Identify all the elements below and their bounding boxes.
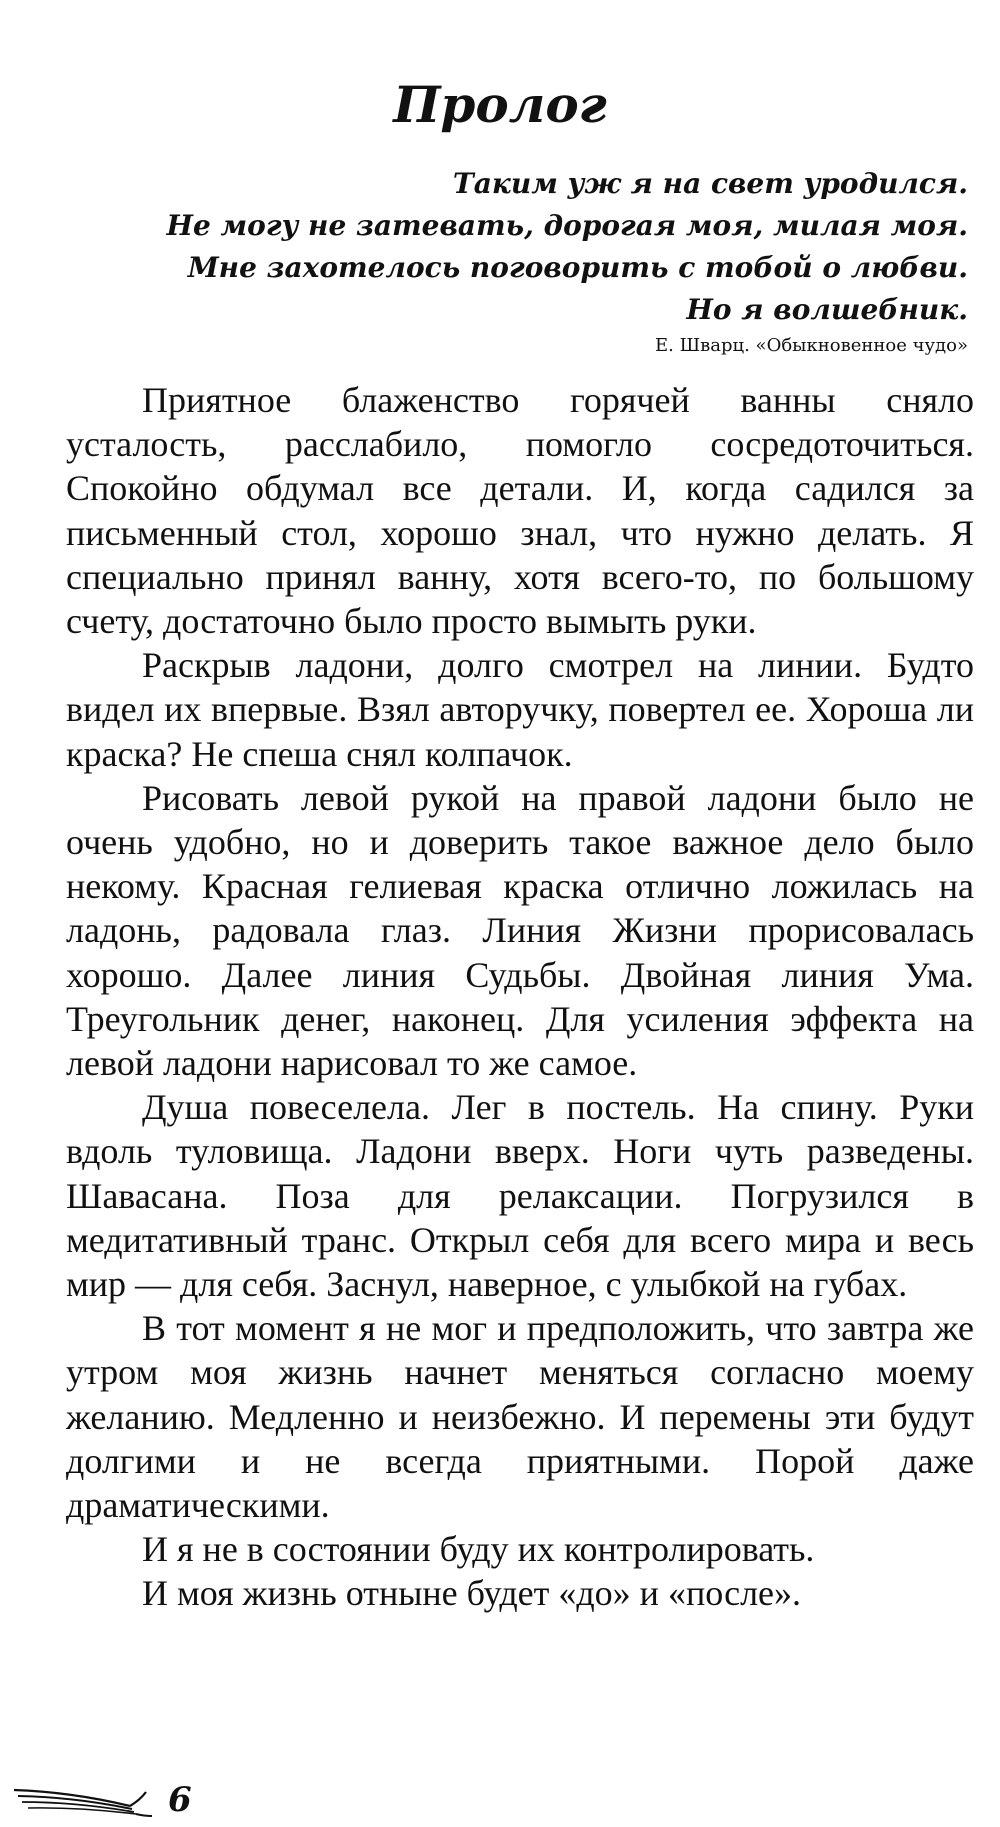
page-number: 6: [168, 1780, 192, 1820]
paragraph: В тот момент я не мог и предположить, что завтра же утром моя жизнь начнет меняться согласно моему желанию. Медленно и неизбежно. И перемены эти будут долгими и не всегда приятными. Порой даже драматическими.: [66, 1308, 974, 1526]
epigraph-line: Таким уж я на свет уродился.: [452, 167, 968, 200]
body-text: [66, 378, 974, 1616]
paragraph: Приятное блаженство горячей ванны сняло усталость, расслабило, помогло сосредоточиться. Спокойно обдумал все детали. И, когда садился за письменный стол, хорошо знал, что нужно делать. Я специально принял ванну, хотя всего-то, по большому счету, достаточно было просто вымыть руки.: [66, 380, 974, 642]
paragraph: Рисовать левой рукой на правой ладони было не очень удобно, но и доверить такое важное дело было некому. Красная гелиевая краска отлично ложилась на ладонь, радовала глаз. Линия Жизни прорисовалась хорошо. Далее линия Судьбы. Двойная линия Ума. Треугольник денег, наконец. Для усиления эффекта на левой ладони нарисовал то же самое.: [66, 777, 974, 1084]
paragraph: Раскрыв ладони, долго смотрел на линии. Будто видел их впервые. Взял авторучку, повертел ее. Хороша ли краска? Не спеша снял колпачок.: [66, 645, 974, 774]
page-footer: [0, 1780, 240, 1820]
epigraph-attribution: Е. Шварц. «Обыкновенное чудо»: [655, 335, 968, 356]
epigraph: [68, 163, 968, 331]
chapter-title: Пролог: [393, 75, 607, 134]
epigraph-line: Но я волшебник.: [686, 293, 968, 326]
epigraph-line: Мне захотелось поговорить с тобой о любви.: [187, 251, 968, 284]
feather-ornament-icon: [12, 1782, 162, 1818]
epigraph-line: Не могу не затевать, дорогая моя, милая моя.: [166, 209, 968, 242]
paragraph: Душа повеселела. Лег в постель. На спину. Руки вдоль туловища. Ладони вверх. Ноги чуть разведены. Шавасана. Поза для релаксации. Погрузился в медитативный транс. Открыл себя для всего мира и весь мир — для себя. Заснул, наверное, с улыбкой на губах.: [66, 1087, 974, 1305]
paragraph: И я не в состоянии буду их контролировать.: [142, 1529, 815, 1570]
paragraph: И моя жизнь отныне будет «до» и «после».: [142, 1573, 802, 1614]
